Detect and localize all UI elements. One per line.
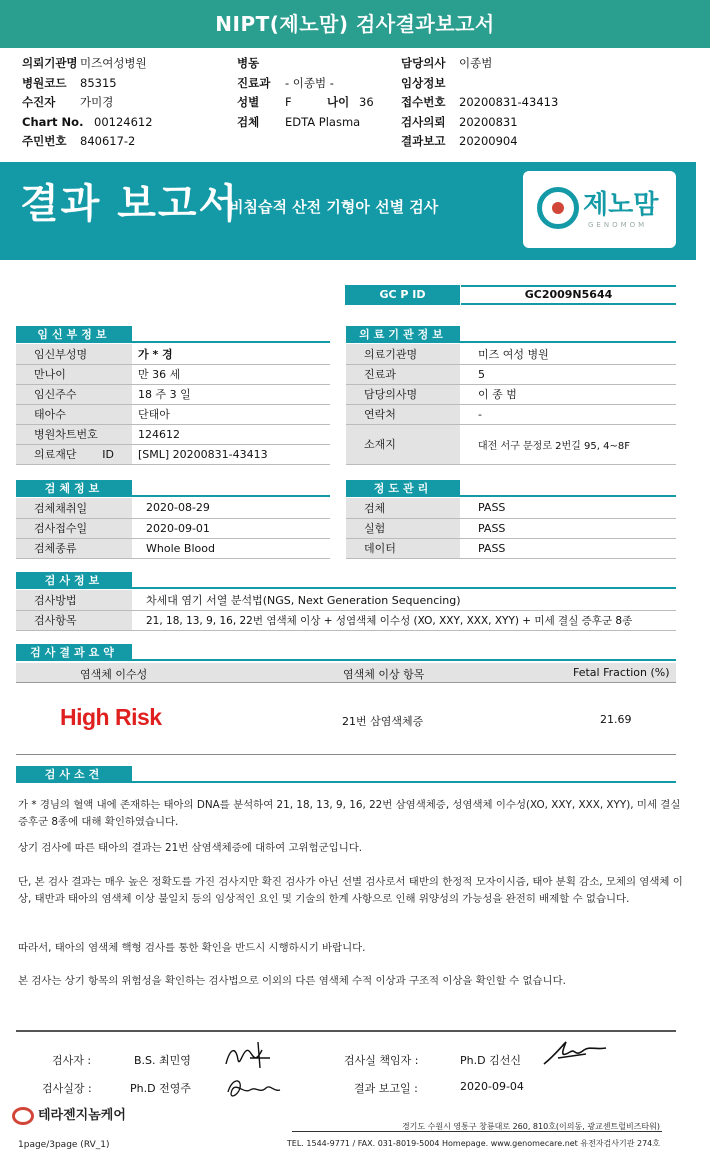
table-row <box>16 384 330 404</box>
field-label: 진료과 <box>346 364 460 384</box>
header-label: Chart No. <box>22 114 84 129</box>
header-row <box>237 113 397 133</box>
test-section-title: 검사정보 <box>16 572 132 589</box>
tester-label: 검사자 : <box>52 1054 92 1067</box>
genomom-logo-icon <box>537 187 579 229</box>
chief-label: 검사실장 : <box>42 1082 92 1095</box>
field-label: 검사항목 <box>16 610 132 630</box>
table-row <box>16 538 330 558</box>
header-label: 검사의뢰 <box>401 114 446 129</box>
field-label: 의료기관명 <box>346 344 460 364</box>
company-name: 테라젠지놈케어 <box>38 1108 126 1123</box>
lab-head-label: 검사실 책임자 : <box>344 1054 419 1067</box>
table-row <box>16 364 330 384</box>
header-row <box>22 93 222 113</box>
field-label: 병원차트번호 <box>16 424 132 444</box>
field-label: 검체종류 <box>16 538 132 558</box>
summary-col-header: 염색체 이수성 <box>80 668 148 681</box>
findings-paragraph: 단, 본 검사 결과는 매우 높은 정확도를 가진 검사지만 확진 검사가 아닌 선별 검사로서 태반의 한정적 모자이시즘, 태아 분획 감소, 모체의 염색체 이상, 태반과 태아의 염색체 이상 불일치 등의 임상적인 요인 및 기술의 한계 사항으로 인해 위양성의 가능성을 완전히 배제할 수 없습니다. <box>18 876 683 905</box>
header-label: 담당의사 <box>401 56 446 70</box>
section-rule <box>132 781 676 783</box>
chief-name: Ph.D 전영주 <box>130 1082 191 1095</box>
table-row <box>346 518 676 538</box>
genomom-logo <box>523 171 676 248</box>
field-label: 만나이 <box>16 364 132 384</box>
header-label: 진료과 <box>237 75 271 90</box>
table-row <box>16 610 676 630</box>
header-value: 이종범 <box>459 56 493 70</box>
lab-head-name: Ph.D 김선신 <box>460 1054 521 1067</box>
field-value: 21, 18, 13, 9, 16, 22번 염색체 이상 + 성염색체 이수성 (XO, XXY, XXX, XYY) + 미세 결실 증후군 8종 <box>132 610 676 630</box>
field-value: PASS <box>460 538 676 558</box>
header-row <box>22 113 222 133</box>
field-value: 5 <box>460 364 676 384</box>
page-number: 1page/3page (RV_1) <box>18 1140 110 1150</box>
header-row <box>237 93 397 113</box>
header-row <box>237 74 397 94</box>
table-row <box>346 424 676 464</box>
tester-name: B.S. 최민영 <box>134 1054 191 1067</box>
field-label: 연락처 <box>346 404 460 424</box>
abnormal-item: 21번 삼염색체증 <box>342 715 424 728</box>
summary-col-header: Fetal Fraction (%) <box>573 666 670 679</box>
field-value: [SML] 20200831-43413 <box>132 444 330 464</box>
footer-address: 경기도 수원시 영통구 창룡대로 260, 810호(이의동, 광교센트럴비즈타워) <box>401 1122 660 1131</box>
header-value: 가미경 <box>80 95 114 110</box>
section-rule <box>460 341 676 343</box>
gcpid-label: GC P ID <box>345 285 460 305</box>
header-row <box>401 93 691 113</box>
findings-paragraph: 가 * 경님의 혈액 내에 존재하는 태아의 DNA를 분석하여 21, 18, 13, 9, 16, 22번 삼염색체증, 성염색체 이수성(XO, XXY, XXX, XYY), 미세 결실 증후군 8종에 대해 확인하였습니다. <box>18 799 681 828</box>
field-value: - <box>460 404 676 424</box>
field-label: 태아수 <box>16 404 132 424</box>
header-label: 접수번호 <box>401 95 446 110</box>
field-label: 검체채취일 <box>16 498 132 518</box>
table-row <box>346 498 676 518</box>
section-rule <box>132 495 330 497</box>
field-label: 임신주수 <box>16 384 132 404</box>
report-title: NIPT(제노맘) 검사결과보고서 <box>0 0 710 48</box>
institution-table <box>346 344 676 465</box>
age-value: 36 <box>359 95 374 110</box>
footer-contact: TEL. 1544-9771 / FAX. 031-8019-5004 Homepage. www.genomecare.net 유전자검사기관 274호 <box>286 1139 660 1148</box>
findings-paragraph: 상기 검사에 따른 태아의 결과는 21번 삼염색체증에 대하여 고위험군입니다. <box>18 842 363 854</box>
age-label: 나이 <box>327 95 350 110</box>
header-row <box>22 132 222 152</box>
section-rule <box>460 495 676 497</box>
table-row <box>346 538 676 558</box>
patient-section-title: 임신부정보 <box>16 326 132 343</box>
summary-rule <box>16 754 676 755</box>
institution-section-title: 의료기관정보 <box>346 326 460 343</box>
field-label: 실험 <box>346 518 460 538</box>
header-row <box>22 74 222 94</box>
header-label: 임상정보 <box>401 75 446 90</box>
header-label: 결과보고 <box>401 134 446 149</box>
field-label: 검체 <box>346 498 460 518</box>
header-label: 주민번호 <box>22 134 67 149</box>
header-row <box>401 132 691 152</box>
header-value: 85315 <box>80 75 117 90</box>
findings-paragraph: 본 검사는 상기 항목의 위험성을 확인하는 검사법으로 이외의 다른 염색체 수적 이상과 구조적 이상을 확인할 수 없습니다. <box>18 975 566 987</box>
header-label: 병동 <box>237 56 260 70</box>
table-row <box>346 404 676 424</box>
logo-name: 제노맘 <box>583 190 659 220</box>
field-value: 2020-08-29 <box>132 498 330 518</box>
risk-result: High Risk <box>60 704 162 730</box>
field-value: 가 * 경 <box>132 344 330 364</box>
field-value: 18 주 3 일 <box>132 384 330 404</box>
specimen-table <box>16 498 330 559</box>
header-value: 20200904 <box>459 134 518 149</box>
table-row <box>346 364 676 384</box>
field-value: PASS <box>460 498 676 518</box>
header-col-3 <box>401 54 691 152</box>
logo-tag: GENOMOM <box>588 221 648 229</box>
field-label: 담당의사명 <box>346 384 460 404</box>
summary-col-header: 염색체 이상 항목 <box>343 668 425 681</box>
header-label: 의뢰기관명 <box>22 56 78 70</box>
footer-rule <box>292 1131 662 1132</box>
report-date: 2020-09-04 <box>460 1080 524 1093</box>
field-value: 차세대 염기 서열 분석법(NGS, Next Generation Sequencing) <box>132 590 676 610</box>
summary-header <box>16 663 676 683</box>
field-value: PASS <box>460 518 676 538</box>
request-header <box>22 54 692 154</box>
patient-table <box>16 344 330 465</box>
table-row <box>346 384 676 404</box>
header-value: 20200831-43413 <box>459 95 559 110</box>
signature-divider <box>16 1030 676 1032</box>
field-label: 소재지 <box>346 424 460 464</box>
test-table <box>16 590 676 631</box>
field-value: 이 종 범 <box>460 384 676 404</box>
header-value: - 이종범 - <box>285 75 334 90</box>
theragen-logo <box>12 1104 126 1125</box>
table-row <box>16 518 330 538</box>
table-row <box>16 404 330 424</box>
summary-section-title: 검사결과요약 <box>16 644 132 661</box>
header-value: 20200831 <box>459 114 518 129</box>
table-row <box>346 344 676 364</box>
field-value: 2020-09-01 <box>132 518 330 538</box>
header-label: 병원코드 <box>22 75 67 90</box>
findings-paragraph: 따라서, 태아의 염색체 핵형 검사를 통한 확인을 반드시 시행하시기 바랍니다. <box>18 942 366 954</box>
field-label: 검사방법 <box>16 590 132 610</box>
field-label: 임신부성명 <box>16 344 132 364</box>
table-row <box>16 498 330 518</box>
field-value: 단태아 <box>132 404 330 424</box>
header-row <box>401 54 691 74</box>
field-value: 미즈 여성 병원 <box>460 344 676 364</box>
qc-section-title: 정도관리 <box>346 480 460 497</box>
field-label: 데이터 <box>346 538 460 558</box>
table-row <box>16 590 676 610</box>
chief-signature <box>220 1070 284 1104</box>
section-rule <box>132 659 676 661</box>
section-rule <box>132 341 330 343</box>
field-value: 만 36 세 <box>132 364 330 384</box>
header-label: 검체 <box>237 114 260 129</box>
header-value: 00124612 <box>94 114 153 129</box>
table-row <box>16 444 330 464</box>
header-label: 수진자 <box>22 95 56 110</box>
fetal-fraction-value: 21.69 <box>600 713 632 726</box>
header-value: 미즈여성병원 <box>80 56 147 70</box>
gcpid-value: GC2009N5644 <box>461 285 676 305</box>
field-value: 대전 서구 문정로 2번길 95, 4~8F <box>460 424 676 464</box>
lab-head-signature <box>540 1036 612 1070</box>
header-row <box>401 113 691 133</box>
tester-signature <box>220 1038 280 1074</box>
table-row <box>16 424 330 444</box>
field-value: 124612 <box>132 424 330 444</box>
theragen-logo-icon <box>12 1107 34 1125</box>
header-value: 840617-2 <box>80 134 136 149</box>
banner-subtitle: 비침습적 산전 기형아 선별 검사 <box>229 198 439 216</box>
field-value: Whole Blood <box>132 538 330 558</box>
report-date-label: 결과 보고일 : <box>354 1082 418 1095</box>
header-value: F <box>285 95 292 110</box>
header-value: EDTA Plasma <box>285 114 361 129</box>
header-row <box>22 54 222 74</box>
table-row <box>16 344 330 364</box>
header-row <box>237 54 397 74</box>
findings-section-title: 검사소견 <box>16 766 132 783</box>
specimen-section-title: 검체정보 <box>16 480 132 497</box>
field-label: 검사접수일 <box>16 518 132 538</box>
header-col-1 <box>22 54 222 152</box>
header-label: 성별 <box>237 95 260 110</box>
section-rule <box>132 587 676 589</box>
field-label: 의료재단 ID <box>16 444 132 464</box>
qc-table <box>346 498 676 559</box>
header-col-2 <box>237 54 397 132</box>
header-row <box>401 74 691 94</box>
banner-title: 결과 보고서 <box>20 181 240 227</box>
